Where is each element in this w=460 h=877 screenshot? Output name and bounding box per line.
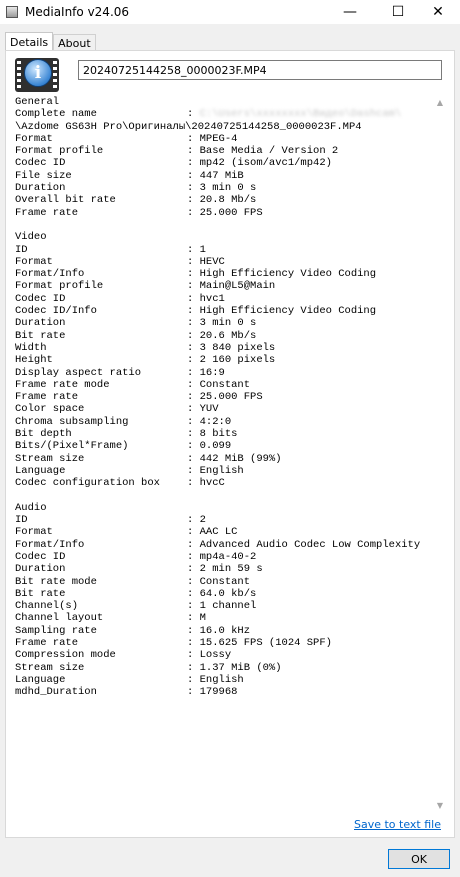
report-row xyxy=(15,576,433,588)
row-separator: : xyxy=(187,243,200,256)
row-separator: : xyxy=(187,268,200,281)
report-row xyxy=(15,108,433,120)
section-title: General xyxy=(15,96,60,108)
row-value: 2 xyxy=(199,514,206,527)
row-separator: : xyxy=(187,563,200,576)
report-row xyxy=(15,379,433,391)
row-value: 20.8 Mb/s xyxy=(199,194,257,207)
report-row xyxy=(15,625,433,637)
row-value: 447 MiB xyxy=(199,169,244,182)
report-row xyxy=(15,514,433,526)
row-separator: : xyxy=(187,280,200,293)
row-value: High Efficiency Video Coding xyxy=(199,268,377,281)
row-value: YUV xyxy=(199,403,219,416)
row-value: 1.37 MiB (0%) xyxy=(199,661,282,674)
row-key: ID xyxy=(15,514,28,527)
row-key: Codec ID xyxy=(15,550,66,563)
row-value: Lossy xyxy=(199,649,232,662)
row-value: 16.0 kHz xyxy=(199,624,251,637)
scroll-up-icon[interactable]: ▲ xyxy=(436,97,444,107)
path-continuation: \Azdome GS63H Pro\Оригиналы\20240725144258_0000023F.MP4 xyxy=(15,120,362,133)
row-separator: : xyxy=(187,600,200,613)
row-separator: : xyxy=(187,538,200,551)
row-key: mdhd_Duration xyxy=(15,686,97,699)
row-key: Frame rate xyxy=(15,391,79,404)
report-row xyxy=(15,170,433,182)
ok-button[interactable]: OK xyxy=(388,849,450,869)
row-separator: : xyxy=(187,329,200,342)
title-bar xyxy=(0,0,460,24)
row-value: 2 160 pixels xyxy=(199,354,276,367)
section-title: Video xyxy=(15,231,47,244)
row-key: Duration xyxy=(15,317,66,330)
row-separator: : xyxy=(187,255,200,268)
row-separator: : xyxy=(187,354,200,367)
row-value: 1 xyxy=(199,243,206,256)
row-separator: : xyxy=(187,550,200,563)
row-value: 64.0 kb/s xyxy=(199,587,257,600)
report-row xyxy=(15,268,433,280)
row-key: Width xyxy=(15,341,47,354)
scroll-down-icon[interactable]: ▼ xyxy=(436,800,444,810)
row-value: 16:9 xyxy=(199,366,225,379)
row-value: 3 min 0 s xyxy=(199,182,257,195)
row-key: Frame rate mode xyxy=(15,378,110,391)
row-key: Channel layout xyxy=(15,612,104,625)
report-row xyxy=(15,256,433,268)
row-key: Sampling rate xyxy=(15,624,97,637)
row-value: Base Media / Version 2 xyxy=(199,145,339,158)
row-separator: : xyxy=(187,428,200,441)
row-key: Stream size xyxy=(15,661,85,674)
row-key: Bit rate xyxy=(15,587,66,600)
row-separator: : xyxy=(187,206,200,219)
row-value: 2 min 59 s xyxy=(199,563,263,576)
report-row xyxy=(15,403,433,415)
row-key: Bit rate mode xyxy=(15,575,97,588)
row-separator: : xyxy=(187,612,200,625)
tab-strip xyxy=(5,32,96,50)
row-key: Format xyxy=(15,255,53,268)
row-key: Codec ID xyxy=(15,157,66,170)
report-row xyxy=(15,477,433,489)
report-row xyxy=(15,194,433,206)
row-separator: : xyxy=(187,452,200,465)
details-panel xyxy=(5,50,455,838)
report-text[interactable] xyxy=(15,96,433,811)
report-row xyxy=(15,649,433,661)
row-value: 0.099 xyxy=(199,440,232,453)
row-separator: : xyxy=(187,624,200,637)
report-row xyxy=(15,145,433,157)
row-key: Format/Info xyxy=(15,268,85,281)
report-row xyxy=(15,305,433,317)
row-value: Main@L5@Main xyxy=(199,280,276,293)
report-row xyxy=(15,526,433,538)
row-separator: : xyxy=(187,403,200,416)
report-row xyxy=(15,637,433,649)
row-value: Advanced Audio Codec Low Complexity xyxy=(199,538,421,551)
row-separator: : xyxy=(187,514,200,527)
report-row xyxy=(15,207,433,219)
row-key: Bits/(Pixel*Frame) xyxy=(15,440,129,453)
row-value: 442 MiB (99%) xyxy=(199,452,282,465)
report-row xyxy=(15,674,433,686)
save-to-text-file-link[interactable]: Save to text file xyxy=(354,818,441,831)
report-row xyxy=(15,157,433,169)
report-row xyxy=(15,662,433,674)
row-key: Codec ID xyxy=(15,292,66,305)
report-row xyxy=(15,354,433,366)
report-row xyxy=(15,280,433,292)
row-separator: : xyxy=(187,341,200,354)
row-separator: : xyxy=(187,391,200,404)
row-separator: : xyxy=(187,587,200,600)
row-separator: : xyxy=(187,292,200,305)
row-key: Format profile xyxy=(15,280,104,293)
section-title: Audio xyxy=(15,501,47,514)
row-value: English xyxy=(199,464,244,477)
row-value: 1 channel xyxy=(199,600,257,613)
row-value: 20.6 Mb/s xyxy=(199,329,257,342)
row-key: Overall bit rate xyxy=(15,194,116,207)
row-key: Frame rate xyxy=(15,206,79,219)
row-key: Language xyxy=(15,464,66,477)
report-row xyxy=(15,588,433,600)
report-row xyxy=(15,133,433,145)
row-key: Codec configuration box xyxy=(15,477,160,490)
row-separator: : xyxy=(187,673,200,686)
row-value: 15.625 FPS (1024 SPF) xyxy=(199,637,332,650)
row-key: Color space xyxy=(15,403,85,416)
report-row xyxy=(15,367,433,379)
row-key: Codec ID/Info xyxy=(15,305,97,318)
report-row xyxy=(15,391,433,403)
row-value: mp4a-40-2 xyxy=(199,550,257,563)
row-value: mp42 (isom/avc1/mp42) xyxy=(199,157,332,170)
row-separator: : xyxy=(187,182,200,195)
row-key: Display aspect ratio xyxy=(15,366,142,379)
row-value: hvcC xyxy=(199,477,225,490)
maximize-button[interactable] xyxy=(376,0,420,24)
row-key: Stream size xyxy=(15,452,85,465)
report-row xyxy=(15,330,433,342)
report-row xyxy=(15,539,433,551)
report-row xyxy=(15,686,433,698)
row-key: Format xyxy=(15,132,53,145)
row-separator: : xyxy=(187,464,200,477)
maximize-icon: ☐ xyxy=(391,4,405,20)
row-separator: : xyxy=(187,132,200,145)
report-row xyxy=(15,465,433,477)
row-separator: : xyxy=(187,415,200,428)
row-value: 179968 xyxy=(199,686,238,699)
report-row xyxy=(15,244,433,256)
window-title: MediaInfo v24.06 xyxy=(25,5,130,19)
row-value: HEVC xyxy=(199,255,225,268)
mediainfo-logo-icon: i xyxy=(15,58,59,92)
file-name-field[interactable] xyxy=(78,60,442,80)
report-row xyxy=(15,182,433,194)
row-key: Bit depth xyxy=(15,428,72,441)
row-key: Height xyxy=(15,354,53,367)
row-value: Constant xyxy=(199,378,251,391)
app-icon xyxy=(6,6,18,18)
row-key: Duration xyxy=(15,563,66,576)
report-row xyxy=(15,612,433,624)
report-row xyxy=(15,293,433,305)
row-separator: : xyxy=(187,108,200,121)
row-separator: : xyxy=(187,169,200,182)
tab-about[interactable]: About xyxy=(53,34,96,52)
row-value: C:\Users\xxxxxxxx\Видео\Dashcam\ xyxy=(199,108,402,121)
row-value: 3 min 0 s xyxy=(199,317,257,330)
row-key: Language xyxy=(15,673,66,686)
row-key: Format profile xyxy=(15,145,104,158)
row-key: Frame rate xyxy=(15,637,79,650)
row-key: Chroma subsampling xyxy=(15,415,129,428)
row-key: Duration xyxy=(15,182,66,195)
report-row xyxy=(15,440,433,452)
row-key: Bit rate xyxy=(15,329,66,342)
row-separator: : xyxy=(187,661,200,674)
row-separator: : xyxy=(187,637,200,650)
row-value: 8 bits xyxy=(199,428,238,441)
row-key: Compression mode xyxy=(15,649,116,662)
row-separator: : xyxy=(187,526,200,539)
row-key: Format xyxy=(15,526,53,539)
row-value: hvc1 xyxy=(199,292,225,305)
row-key: Complete name xyxy=(15,108,97,121)
row-separator: : xyxy=(187,317,200,330)
row-separator: : xyxy=(187,440,200,453)
row-value: MPEG-4 xyxy=(199,132,238,145)
close-icon: ✕ xyxy=(432,4,444,20)
row-separator: : xyxy=(187,649,200,662)
tab-details[interactable]: Details xyxy=(5,32,53,52)
row-value: 4:2:0 xyxy=(199,415,232,428)
row-value: High Efficiency Video Coding xyxy=(199,305,377,318)
minimize-button[interactable] xyxy=(328,0,372,24)
row-key: Channel(s) xyxy=(15,600,79,613)
row-separator: : xyxy=(187,157,200,170)
row-value: 25.000 FPS xyxy=(199,391,263,404)
row-key: Format/Info xyxy=(15,538,85,551)
row-separator: : xyxy=(187,378,200,391)
row-value: M xyxy=(199,612,206,625)
row-key: File size xyxy=(15,169,72,182)
row-value: AAC LC xyxy=(199,526,238,539)
row-value: Constant xyxy=(199,575,251,588)
row-separator: : xyxy=(187,477,200,490)
row-value: 25.000 FPS xyxy=(199,206,263,219)
report-row xyxy=(15,600,433,612)
row-value: 3 840 pixels xyxy=(199,341,276,354)
row-separator: : xyxy=(187,305,200,318)
minimize-icon: — xyxy=(343,4,357,20)
row-value: English xyxy=(199,673,244,686)
close-button[interactable] xyxy=(416,0,460,24)
report-row xyxy=(15,453,433,465)
report-row xyxy=(15,416,433,428)
report-row xyxy=(15,428,433,440)
report-row xyxy=(15,551,433,563)
vertical-scrollbar[interactable] xyxy=(434,96,446,811)
report-row xyxy=(15,342,433,354)
row-separator: : xyxy=(187,194,200,207)
report-row xyxy=(15,563,433,575)
row-separator: : xyxy=(187,686,200,699)
row-separator: : xyxy=(187,145,200,158)
row-separator: : xyxy=(187,366,200,379)
report-row xyxy=(15,317,433,329)
row-separator: : xyxy=(187,575,200,588)
row-key: ID xyxy=(15,243,28,256)
